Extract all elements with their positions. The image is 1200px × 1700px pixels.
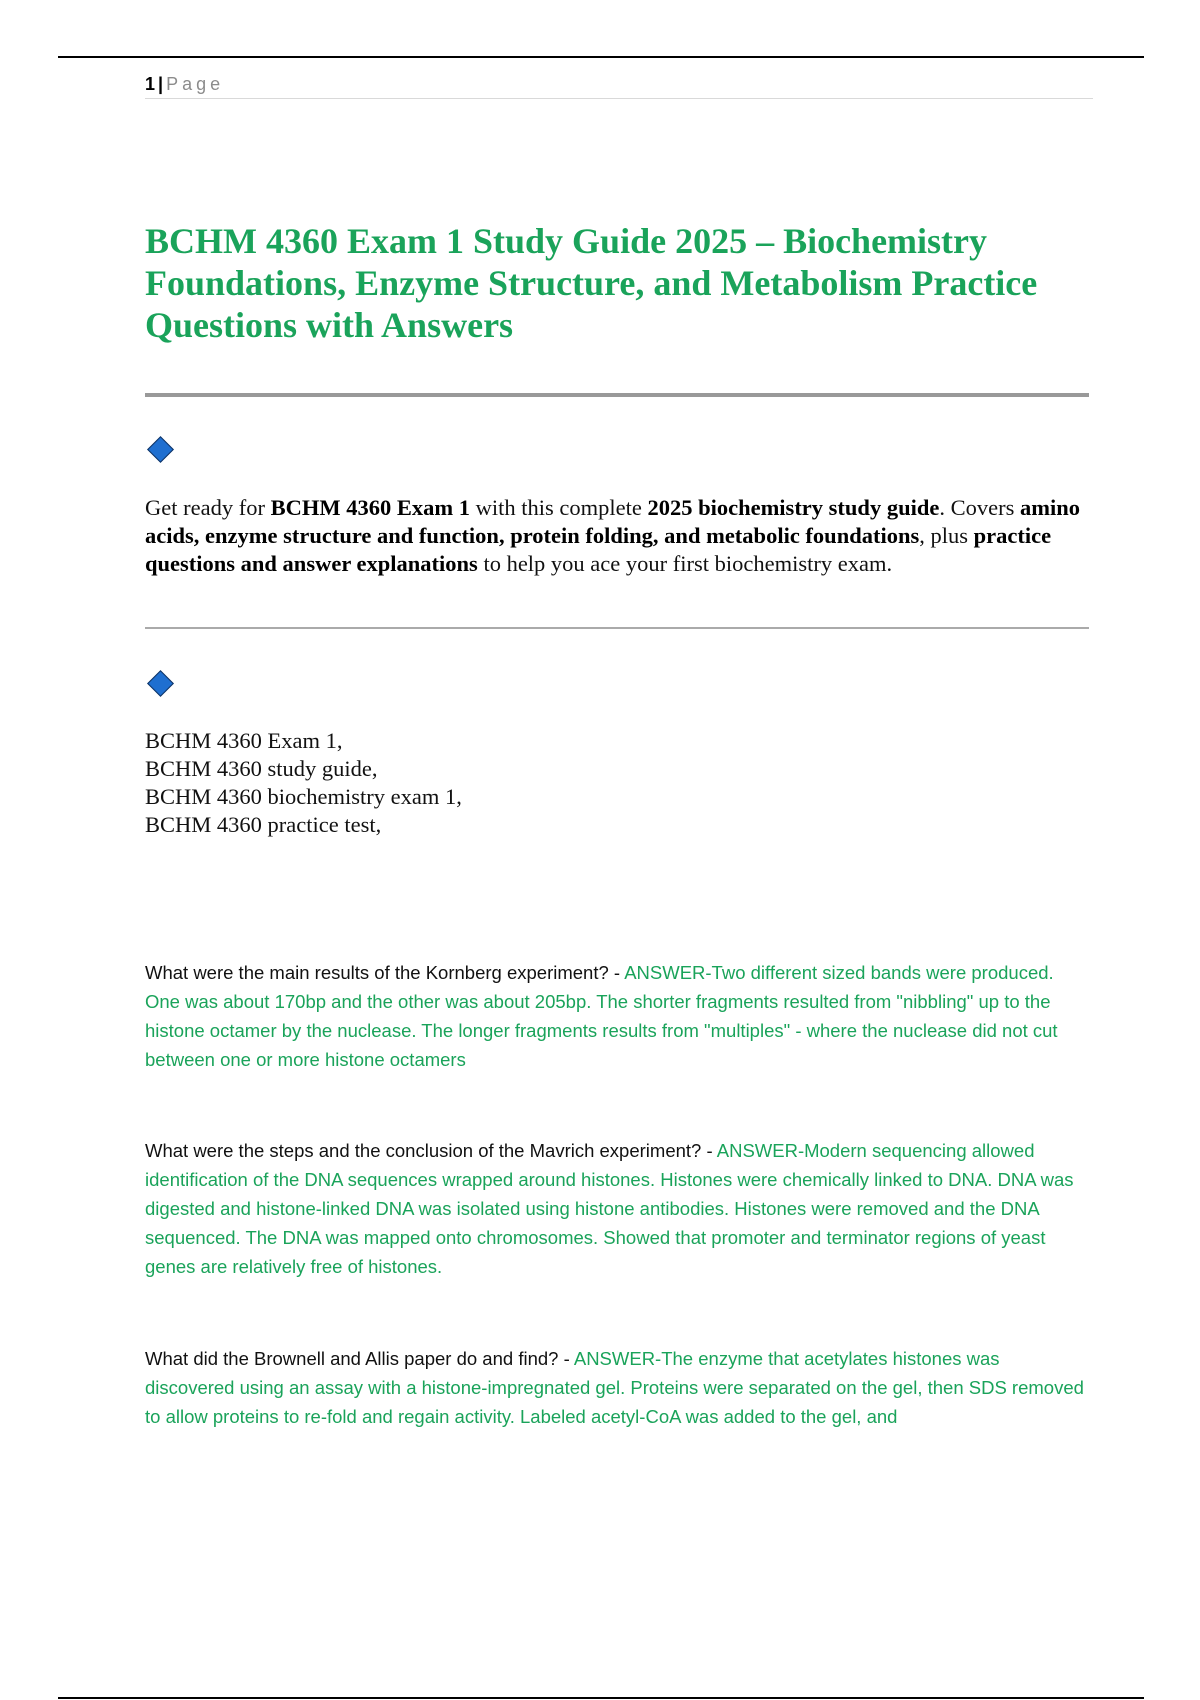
question-text: What did the Brownell and Allis paper do and find? - [145, 1348, 574, 1369]
top-border-rule [58, 56, 1144, 58]
section-divider [145, 393, 1089, 397]
page-header-separator: | [158, 74, 164, 94]
keyword-item: BCHM 4360 Exam 1, [145, 728, 343, 753]
diamond-bullet-icon [147, 670, 174, 697]
intro-paragraph: Get ready for BCHM 4360 Exam 1 with this complete 2025 biochemistry study guide. Covers amino acids, enzyme structure and function, protein folding, and metabolic foundations, plus practice questions and answer explanations to help you ace your first biochemistry exam. [145, 495, 1080, 576]
qa-item [145, 958, 1090, 1074]
question-text: What were the main results of the Kornberg experiment? - [145, 962, 625, 983]
answer-text: ANSWER-The enzyme that acetylates histones was discovered using an assay with a histone-impregnated gel. Proteins were separated on the gel, then SDS removed to allow proteins to re-fold and regain activity. Labeled acetyl-CoA was added to the gel, and [145, 1348, 1084, 1427]
answer-text: ANSWER-Two different sized bands were produced. One was about 170bp and the other was about 205bp. The shorter fragments resulted from "nibbling" up to the histone octamer by the nuclease. The longer fragments results from "multiples" - where the nuclease did not cut between one or more histone octamers [145, 962, 1058, 1070]
keyword-item: BCHM 4360 biochemistry exam 1, [145, 784, 462, 809]
document-title: BCHM 4360 Exam 1 Study Guide 2025 – Biochemistry Foundations, Enzyme Structure, and Metabolism Practice Questions with Answers [145, 221, 1038, 345]
question-text: What were the steps and the conclusion of the Mavrich experiment? - [145, 1140, 717, 1161]
bottom-border-rule [58, 1697, 1144, 1699]
answer-text: ANSWER-Modern sequencing allowed identification of the DNA sequences wrapped around histones. Histones were chemically linked to DNA. DNA was digested and histone-linked DNA was isolated using histone antibodies. Histones were removed and the DNA sequenced. The DNA was mapped onto chromosomes. Showed that promoter and terminator regions of yeast genes are relatively free of histones. [145, 1140, 1074, 1277]
diamond-bullet-icon [147, 436, 174, 463]
keyword-item: BCHM 4360 practice test, [145, 812, 382, 837]
qa-item [145, 1136, 1090, 1281]
qa-item [145, 1344, 1090, 1431]
section-divider [145, 627, 1089, 629]
keyword-list [145, 727, 845, 839]
page-number: 1 [145, 74, 156, 94]
page-header [145, 74, 1093, 99]
keyword-item: BCHM 4360 study guide, [145, 756, 378, 781]
page-header-label: Page [166, 74, 225, 94]
